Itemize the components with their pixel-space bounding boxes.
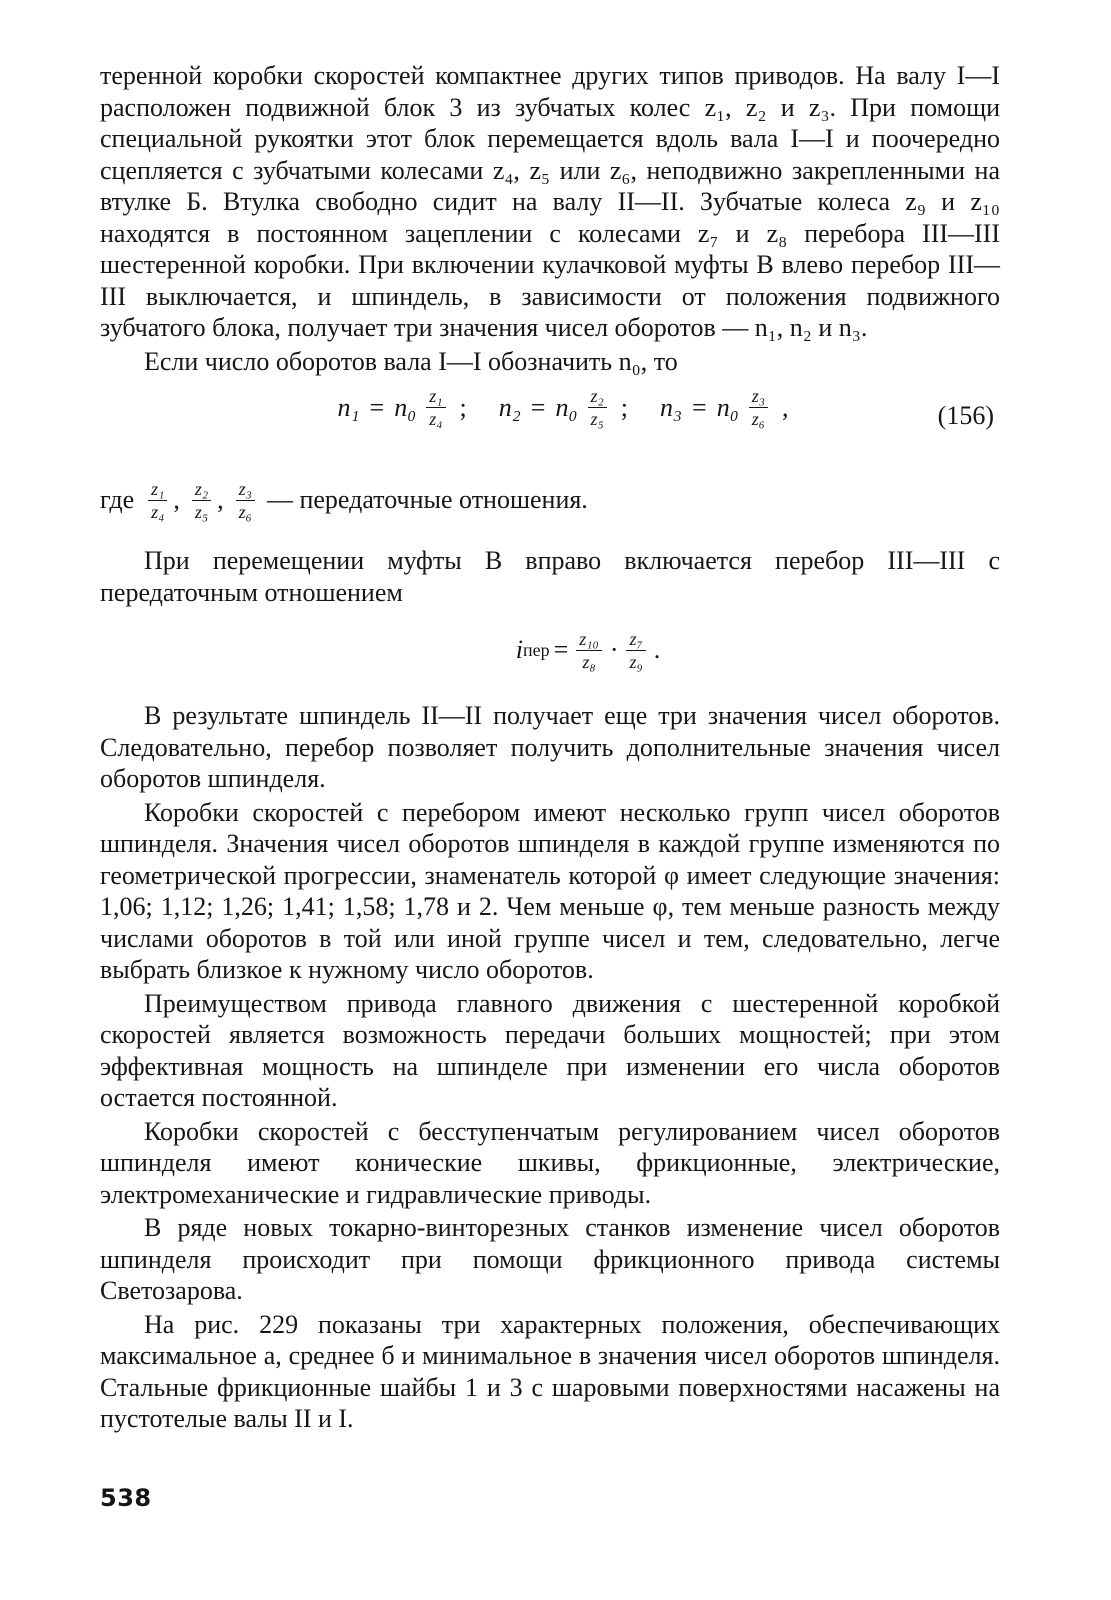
comma: , xyxy=(217,485,224,514)
denominator: z₆ xyxy=(751,409,766,429)
fraction-z10-z8 xyxy=(576,628,602,673)
page-body xyxy=(100,60,1000,1435)
n0-symbol: n₀ xyxy=(555,392,578,422)
denominator: z₅ xyxy=(194,501,209,522)
paragraph-9: На рис. 229 показаны три характерных положения, обеспечивающих максимальное а, среднее б и минимальное в значения чисел оборотов шпинделя. Стальные фрикционные шайбы 1 и 3 с шаровыми поверхностями насажены на пустотелые валы II и I. xyxy=(100,1309,1000,1433)
numerator: z₃ xyxy=(751,386,766,406)
paragraph-8: В ряде новых токарно-винторезных станков изменение чисел оборотов шпинделя происходит при помощи фрикционного привода системы Светозарова. xyxy=(100,1213,1000,1305)
page-number: 538 xyxy=(100,1484,152,1512)
numerator: z₇ xyxy=(629,628,643,649)
i-symbol: i xyxy=(515,635,523,664)
fraction-z1-z4 xyxy=(148,478,167,523)
fraction-z7-z9 xyxy=(626,628,645,673)
i-subscript: пер xyxy=(522,639,550,660)
n0-symbol: n₀ xyxy=(394,392,417,422)
fraction-z2-z5 xyxy=(192,478,211,523)
denominator: z₈ xyxy=(582,651,596,672)
equals-sign: = xyxy=(530,392,546,422)
numerator: z₁₀ xyxy=(579,628,599,649)
formula-iper xyxy=(100,610,1000,690)
denominator: z₅ xyxy=(590,409,604,429)
paragraph-7: Коробки скоростей с бесступенчатым регулированием чисел оборотов шпинделя имеют конические шкивы, фрикционные, электрические, электромеханические и гидравлические приводы. xyxy=(100,1116,1000,1209)
n1-symbol: n₁ xyxy=(337,392,360,422)
multiply-dot: · xyxy=(609,635,619,664)
paragraph-1: теренной коробки скоростей компактнее других типов приводов. На валу I—I расположен подвижной блок 3 из зубчатых колес z₁, z₂ и z₃. При помощи специальной рукоятки этот блок перемещается вдоль вала I—I и поочередно сцепляется с зубчатыми колесами z₄, z₅ или z₆, неподвижно закрепленными на втулке Б. Втулка свободно сидит на валу II—II. Зубчатые колеса z₉ и z₁₀ находятся в постоянном зацеплении с колесами z₇ и z₈ перебора III—III шестеренной коробки. При включении кулачковой муфты В влево перебор III—III выключается, и шпиндель, в зависимости от положения подвижного зубчатого блока, получает три значения чисел оборотов — n₁, n₂ и n₃. xyxy=(100,61,1000,342)
period: . xyxy=(653,635,661,664)
semicolon: ; xyxy=(459,392,467,422)
equals-sign: = xyxy=(553,635,569,664)
numerator: z₂ xyxy=(590,386,604,406)
comma: , xyxy=(173,485,180,514)
semicolon: ; xyxy=(620,392,628,422)
denominator: z₉ xyxy=(629,651,643,672)
paragraph-4: В результате шпиндель II—II получает еще три значения чисел оборотов. Следовательно, перебор позволяет получить дополнительные значения чисел оборотов шпинделя. xyxy=(100,701,1000,793)
fraction-z2-z5 xyxy=(588,385,607,430)
formula-156 xyxy=(100,385,1000,459)
comma: , xyxy=(782,392,789,422)
paragraph-5: Коробки скоростей с перебором имеют несколько групп чисел оборотов шпинделя. Значения чисел оборотов шпинделя в каждой группе изменяются по геометрической прогрессии, знаменатель которой φ имеет следующие значения: 1,06; 1,12; 1,26; 1,41; 1,58; 1,78 и 2. Чем меньше φ, тем меньше разность между числами оборотов в той или иной группе чисел и тем, следовательно, легче выбрать близкое к нужному число оборотов. xyxy=(100,797,1000,984)
equation-number: (156) xyxy=(937,401,994,430)
denominator: z₄ xyxy=(429,409,443,429)
equals-sign: = xyxy=(369,392,385,422)
where-text: — передаточные отношения. xyxy=(266,485,588,514)
fraction-z3-z6 xyxy=(236,478,255,523)
denominator: z₆ xyxy=(238,501,252,522)
formula-156-body xyxy=(100,385,1000,430)
paragraph-2: Если число оборотов вала I—I обозначить n₀, то xyxy=(144,346,678,376)
denominator: z₄ xyxy=(151,501,165,522)
numerator: z₁ xyxy=(429,386,443,406)
numerator: z₂ xyxy=(194,478,209,499)
where-line xyxy=(100,465,1000,535)
numerator: z₁ xyxy=(151,478,165,499)
fraction-z1-z4 xyxy=(426,385,445,430)
equals-sign: = xyxy=(692,392,707,422)
paragraph-3: При перемещении муфты В вправо включается перебор III—III с передаточным отношением xyxy=(100,546,1000,607)
numerator: z₃ xyxy=(238,478,252,499)
n2-symbol: n₂ xyxy=(498,392,521,422)
paragraph-6: Преимуществом привода главного движения с шестеренной коробкой скоростей является возможность передачи больших мощностей; при этом эффективная мощность на шпинделе при изменении его числа оборотов остается постоянной. xyxy=(100,988,1000,1112)
fraction-z3-z6 xyxy=(749,385,768,430)
n0-symbol: n₀ xyxy=(716,392,739,422)
where-label: где xyxy=(100,485,135,514)
n3-symbol: n₃ xyxy=(660,392,683,422)
